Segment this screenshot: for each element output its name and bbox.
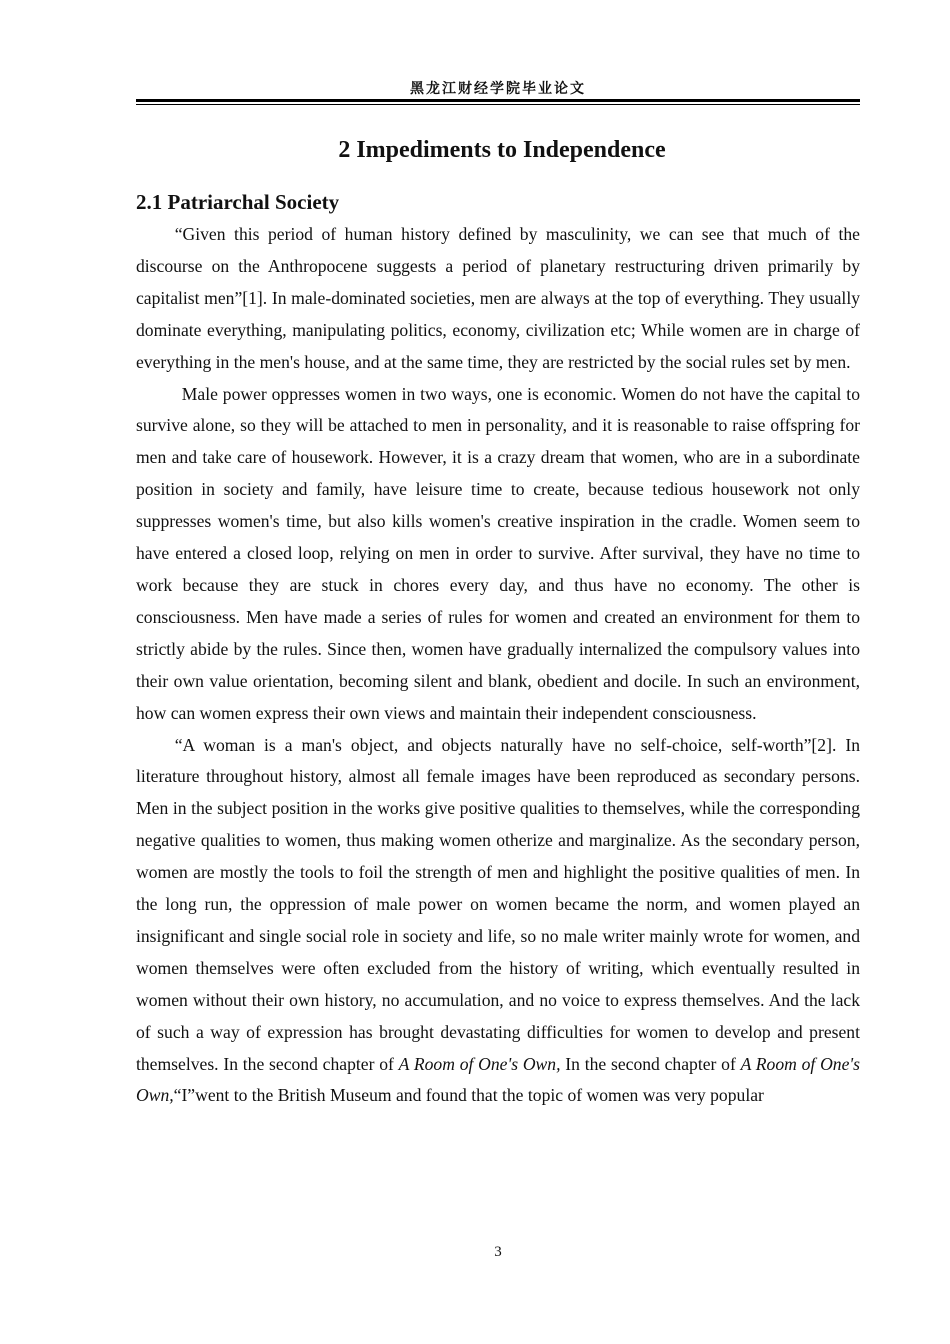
page-number: 3 xyxy=(494,1244,502,1260)
chapter-title: 2 Impediments to Independence xyxy=(338,137,666,163)
running-header: 黑龙江财经学院毕业论文 xyxy=(410,81,586,97)
book-title-2: A Room of One's Own, xyxy=(136,1053,861,1106)
paragraph-1: “Given this period of human history defined by masculinity, we can see that much of the discourse on the Anthropocene suggests a period of planetary restructuring driven primarily by capitalist men”[1]. In male-dominated societies, men are always at the top of everything. They usually dominate everything, manipulating politics, economy, civilization etc; While women are in charge of everything in the men's house, and at the same time, they are restricted by the social rules set by men. xyxy=(136,224,860,372)
body-text xyxy=(136,219,860,1112)
paragraph-3 xyxy=(136,730,860,1113)
book-title-1: A Room of One's Own, xyxy=(398,1053,561,1074)
header-rule-thick xyxy=(136,99,860,102)
paragraph-3-text-b: In the second chapter of xyxy=(560,1053,741,1074)
paragraph-3-text-c: “I”went to the British Museum and found that the topic of women was very popular xyxy=(173,1085,764,1106)
paragraph-2: Male power oppresses women in two ways, one is economic. Women do not have the capital to survive alone, so they will be attached to men in personality, and it is reasonable to raise offspring for men and take care of housework. However, it is a crazy dream that women, who are in a subordinate position in society and family, have leisure time to create, because tedious housework not only suppresses women's time, but also kills women's creative inspiration in the cradle. Women seem to have entered a closed loop, relying on men in order to survive. After survival, they have no time to work because they are stuck in chores every day, and thus have no economy. The other is consciousness. Men have made a series of rules for women and created an environment for them to strictly abide by the rules. Since then, women have gradually internalized the compulsory values into their own value orientation, becoming silent and blank, obedient and docile. In such an environment, how can women express their own views and maintain their independent consciousness. xyxy=(136,383,860,723)
paragraph-3-text-a: “A woman is a man's object, and objects naturally have no self-choice, self-worth”[2]. In literature throughout history, almost all female images have been reproduced as secondary persons. Men in the subject position in the works give positive qualities to themselves, while the corresponding negative qualities to women, thus making women otherize and marginalize. As the secondary person, women are mostly the tools to foil the strength of men and highlight the positive qualities of men. In the long run, the oppression of male power on women became the norm, and women played an insignificant and single social role in society and life, so no male writer mainly wrote for women, and women themselves were often excluded from the history of writing, which eventually resulted in women without their own history, no accumulation, and no voice to express themselves. And the lack of such a way of expression has brought devastating difficulties for women to develop and present themselves. In the second chapter of xyxy=(136,734,860,1074)
section-title: 2.1 Patriarchal Society xyxy=(136,190,340,214)
header-rule-thin xyxy=(136,104,860,105)
